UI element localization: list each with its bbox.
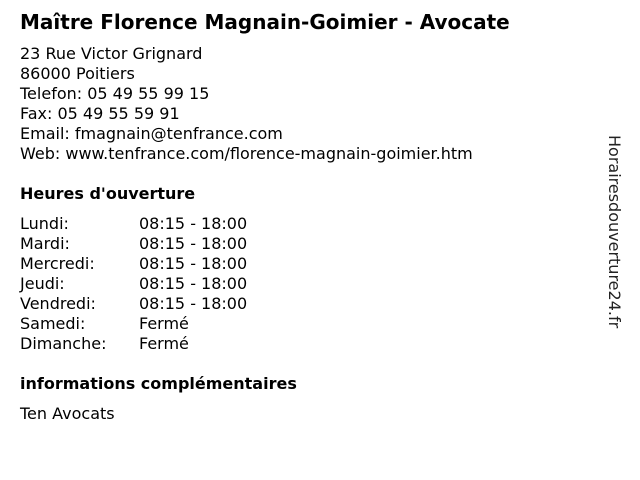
day-label: Vendredi: bbox=[20, 294, 96, 313]
opening-hours-heading: Heures d'ouverture bbox=[20, 184, 196, 203]
day-label: Samedi: bbox=[20, 314, 86, 333]
hours-value: Fermé bbox=[139, 334, 189, 353]
email-address: Email: fmagnain@tenfrance.com bbox=[20, 124, 283, 143]
hours-value: Fermé bbox=[139, 314, 189, 333]
additional-info-heading: informations complémentaires bbox=[20, 374, 297, 393]
hours-value: 08:15 - 18:00 bbox=[139, 234, 248, 253]
website: Web: www.tenfrance.com/florence-magnain-goimier.htm bbox=[20, 144, 473, 163]
day-label: Mardi: bbox=[20, 234, 70, 253]
street-address: 23 Rue Victor Grignard bbox=[20, 44, 203, 63]
hours-value: 08:15 - 18:00 bbox=[139, 274, 248, 293]
additional-info-text: Ten Avocats bbox=[20, 404, 115, 423]
day-label: Jeudi: bbox=[20, 274, 65, 293]
day-label: Lundi: bbox=[20, 214, 69, 233]
city: 86000 Poitiers bbox=[20, 64, 135, 83]
hours-value: 08:15 - 18:00 bbox=[139, 214, 248, 233]
hours-value: 08:15 - 18:00 bbox=[139, 294, 248, 313]
page-title: Maître Florence Magnain-Goimier - Avocate bbox=[20, 10, 510, 34]
day-label: Dimanche: bbox=[20, 334, 107, 353]
fax-number: Fax: 05 49 55 59 91 bbox=[20, 104, 180, 123]
site-watermark: Horairesdouverture24.fr bbox=[605, 135, 624, 329]
address-block bbox=[20, 44, 473, 164]
day-label: Mercredi: bbox=[20, 254, 95, 273]
hours-value: 08:15 - 18:00 bbox=[139, 254, 248, 273]
phone-number: Telefon: 05 49 55 99 15 bbox=[20, 84, 210, 103]
